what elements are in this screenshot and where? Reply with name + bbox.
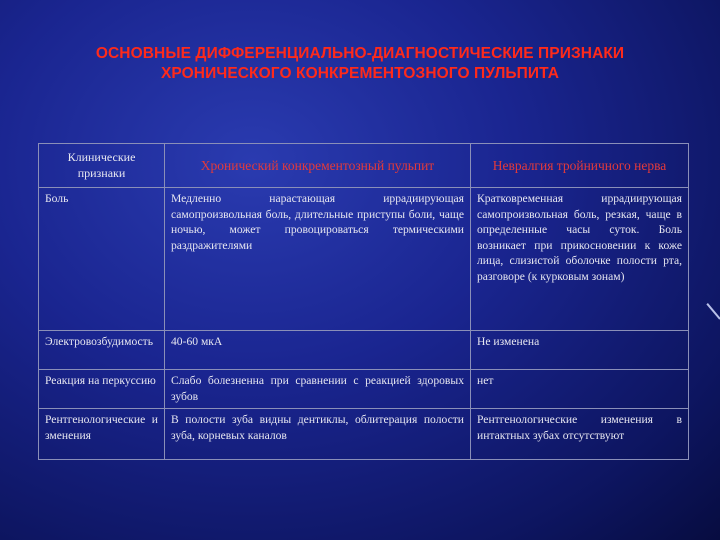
title-line-2: ХРОНИЧЕСКОГО КОНКРЕМЕНТОЗНОГО ПУЛЬПИТА [160, 65, 560, 82]
row-label-percussion: Реакция на перкуссию [39, 370, 165, 409]
diagnostic-table [38, 143, 689, 460]
table-row [39, 370, 689, 409]
cell-neuralgia-xray: Рентгенологические изменения в интактных зубах отсутствуют [471, 409, 689, 460]
table-row [39, 331, 689, 370]
table-row [39, 409, 689, 460]
slide-title [0, 44, 720, 84]
cell-pulpitis-xray: В полости зуба видны дентиклы, облитерация полости зуба, корневых каналов [165, 409, 471, 460]
header-clinical-signs: Клинические признаки [39, 144, 165, 188]
row-label-xray: Рентгенологические изменения [39, 409, 165, 460]
row-label-pain: Боль [39, 188, 165, 331]
title-line-1: ОСНОВНЫЕ ДИФФЕРЕНЦИАЛЬНО-ДИАГНОСТИЧЕСКИЕ ПРИЗНАКИ [95, 45, 625, 62]
cell-neuralgia-pain: Кратковременная иррадиирующая самопроизвольная боль, резкая, чаще в определенные часы суток. Боль возникает при прикосновении к коже лица, слизистой оболочке полости рта, разговоре (к курковым зонам) [471, 188, 689, 331]
decorative-line [706, 303, 720, 320]
row-label-excitability: Электровозбудимость [39, 331, 165, 370]
cell-pulpitis-excitability: 40-60 мкА [165, 331, 471, 370]
cell-neuralgia-excitability: Не изменена [471, 331, 689, 370]
header-neuralgia: Невралгия тройничного нерва [471, 144, 689, 188]
cell-neuralgia-percussion: нет [471, 370, 689, 409]
header-pulpitis: Хронический конкрементозный пульпит [165, 144, 471, 188]
cell-pulpitis-pain: Медленно нарастающая иррадиирующая самопроизвольная боль, длительные приступы боли, чаще ночью, может провоцироваться термическими раздражителями [165, 188, 471, 331]
table-header-row [39, 144, 689, 188]
table-row [39, 188, 689, 331]
cell-pulpitis-percussion: Слабо болезненна при сравнении с реакцией здоровых зубов [165, 370, 471, 409]
